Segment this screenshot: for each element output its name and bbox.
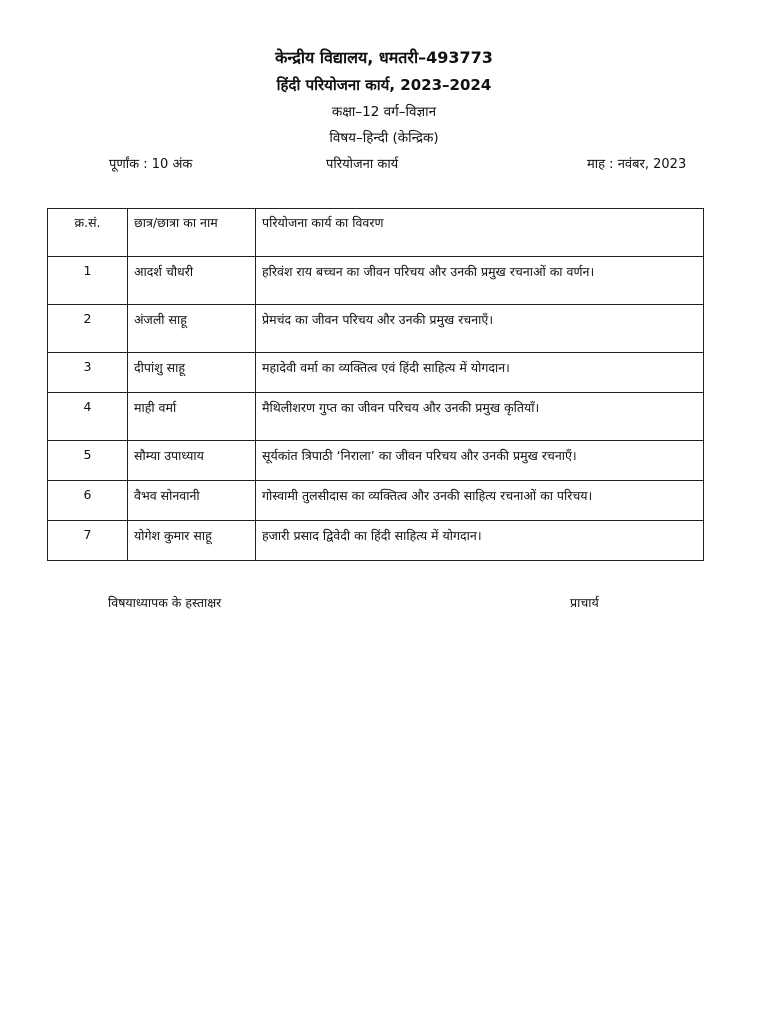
table-row — [48, 481, 704, 521]
month-info: माह : नवंबर, 2023 — [587, 157, 687, 172]
serial-cell: 3 — [48, 353, 128, 393]
project-detail-cell: सूर्यकांत त्रिपाठी ‘निराला’ का जीवन परिचय और उनकी प्रमुख रचनाएँ। — [256, 441, 704, 481]
teacher-signature-label: विषयाध्यापक के हस्ताक्षर — [108, 595, 222, 610]
student-name-cell: योगेश कुमार साहू — [128, 521, 256, 561]
project-detail-cell: गोस्वामी तुलसीदास का व्यक्तित्व और उनकी साहित्य रचनाओं का परिचय। — [256, 481, 704, 521]
project-table-wrapper — [47, 208, 703, 561]
table-row — [48, 521, 704, 561]
project-detail-cell: मैथिलीशरण गुप्त का जीवन परिचय और उनकी प्रमुख कृतियाँ। — [256, 393, 704, 441]
principal-label: प्राचार्य — [570, 595, 599, 610]
project-detail-cell: हजारी प्रसाद द्विवेदी का हिंदी साहित्य में योगदान। — [256, 521, 704, 561]
school-title: केन्द्रीय विद्यालय, धमतरी–493773 — [275, 48, 493, 67]
column-header-student-name: छात्र/छात्रा का नाम — [128, 209, 256, 257]
table-header-row — [48, 209, 704, 257]
table-row — [48, 305, 704, 353]
marks-info: पूर्णांक : 10 अंक — [109, 157, 193, 172]
serial-cell: 5 — [48, 441, 128, 481]
table-row — [48, 353, 704, 393]
student-name-cell: आदर्श चौधरी — [128, 257, 256, 305]
column-header-serial: क्र.सं. — [48, 209, 128, 257]
project-title: हिंदी परियोजना कार्य, 2023–2024 — [276, 76, 492, 94]
serial-cell: 2 — [48, 305, 128, 353]
project-detail-cell: प्रेमचंद का जीवन परिचय और उनकी प्रमुख रचनाएँ। — [256, 305, 704, 353]
serial-cell: 7 — [48, 521, 128, 561]
table-row — [48, 393, 704, 441]
table-row — [48, 257, 704, 305]
student-name-cell: अंजली साहू — [128, 305, 256, 353]
student-name-cell: सौम्या उपाध्याय — [128, 441, 256, 481]
project-work-label: परियोजना कार्य — [326, 157, 399, 172]
class-line: कक्षा–12 वर्ग–विज्ञान — [331, 104, 437, 120]
student-name-cell: माही वर्मा — [128, 393, 256, 441]
student-name-cell: दीपांशु साहू — [128, 353, 256, 393]
serial-cell: 4 — [48, 393, 128, 441]
serial-cell: 1 — [48, 257, 128, 305]
student-name-cell: वैभव सोनवानी — [128, 481, 256, 521]
project-detail-cell: हरिवंश राय बच्चन का जीवन परिचय और उनकी प्रमुख रचनाओं का वर्णन। — [256, 257, 704, 305]
serial-cell: 6 — [48, 481, 128, 521]
table-row — [48, 441, 704, 481]
project-table — [47, 208, 704, 561]
project-detail-cell: महादेवी वर्मा का व्यक्तित्व एवं हिंदी साहित्य में योगदान। — [256, 353, 704, 393]
column-header-project-detail: परियोजना कार्य का विवरण — [256, 209, 704, 257]
subject-line: विषय–हिन्दी (केन्द्रिक) — [329, 130, 439, 146]
